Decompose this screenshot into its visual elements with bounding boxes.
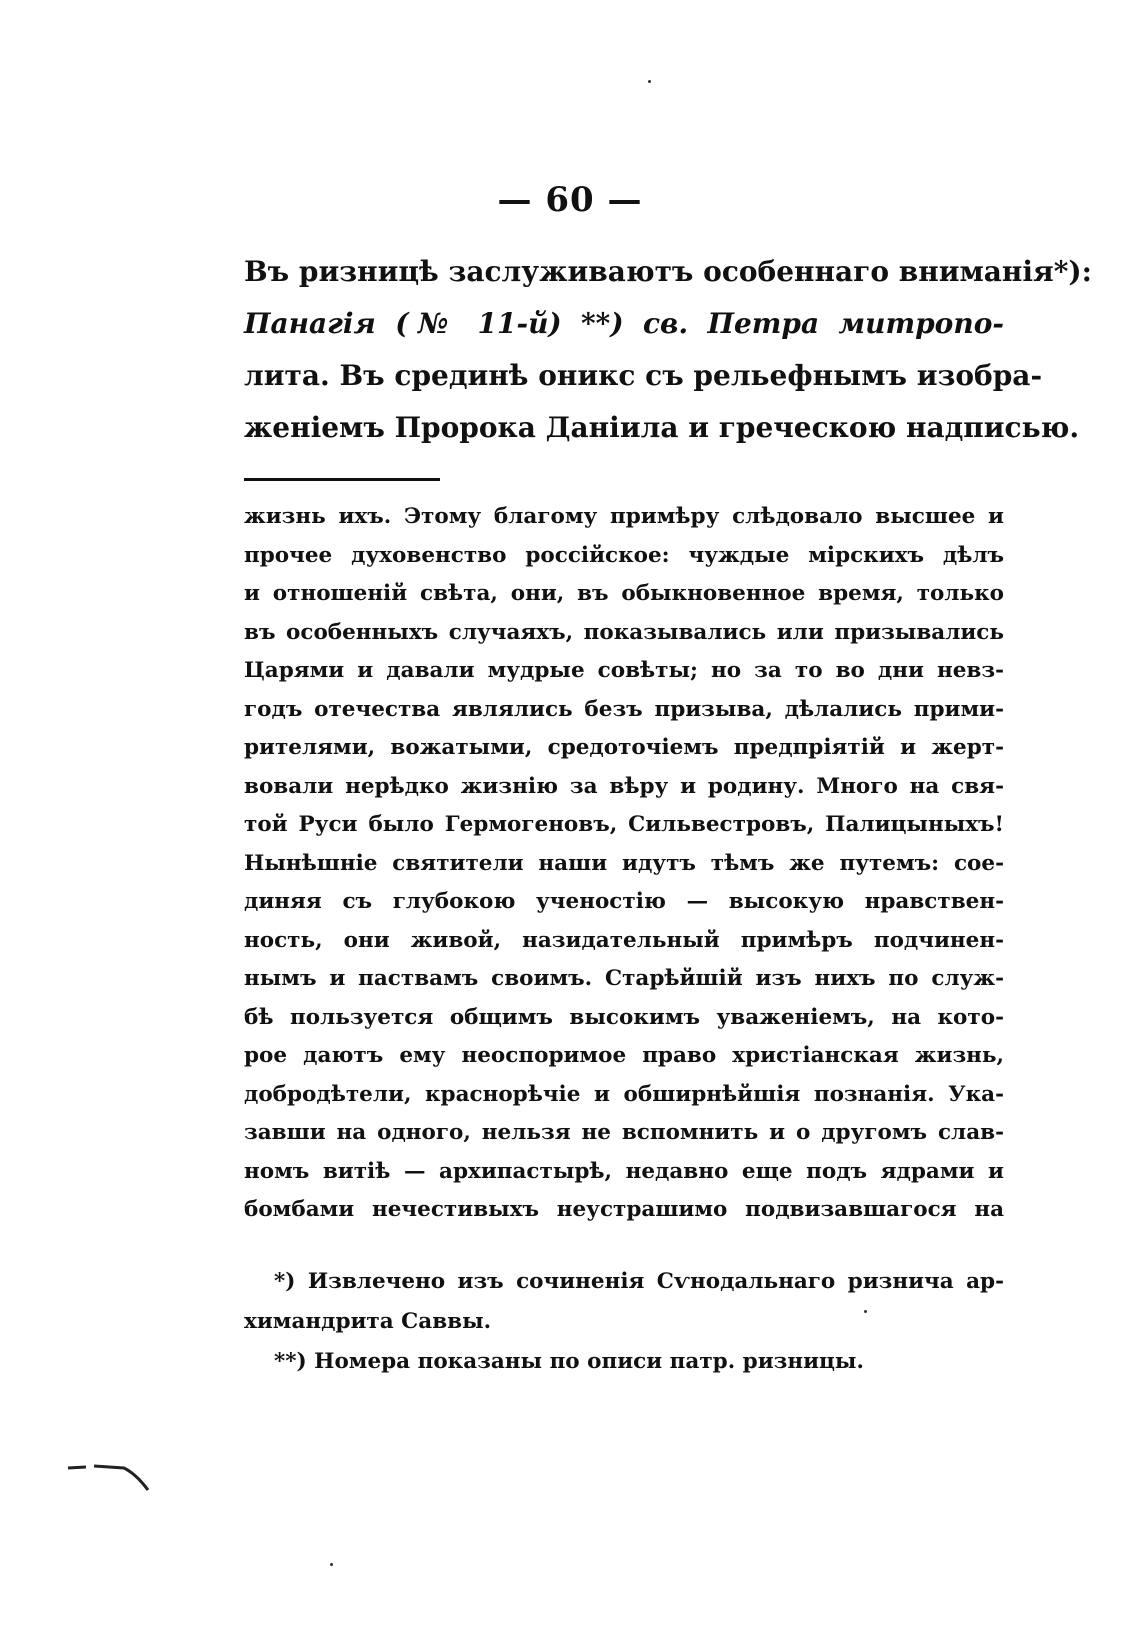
body-line: диняя съ глубокою ученостію — высокую нравствен- bbox=[244, 889, 1004, 914]
body-line: добродѣтели, краснорѣчіе и обширнѣйшія познанія. Ука- bbox=[244, 1081, 1004, 1107]
body-line: Царями и давали мудрые совѣты; но за то во дни невз- bbox=[244, 658, 1004, 683]
body-line: бомбами нечестивыхъ неустрашимо подвизавшагося на bbox=[244, 1197, 1004, 1222]
heading-line: лита. Въ срединѣ оникс съ рельефнымъ изобра- bbox=[244, 359, 1043, 392]
body-line: Нынѣшніе святители наши идутъ тѣмъ же путемъ: сое- bbox=[244, 850, 1004, 876]
print-speck bbox=[330, 1563, 333, 1566]
body-paragraph bbox=[244, 498, 1004, 1230]
body-line: годъ отечества являлись безъ призыва, дѣлались прими- bbox=[244, 696, 1004, 722]
footnote-1-line: *) Извлечено изъ сочиненія Сѵнодальнаго ризнича ар- bbox=[274, 1269, 1004, 1294]
heading-line: Панагія (№ 11-й) **) св. Петра митропо- bbox=[244, 307, 1004, 340]
print-speck bbox=[648, 80, 651, 83]
body-line: рителями, вожатыми, средоточіемъ предпріятій и жерт- bbox=[244, 735, 1004, 760]
scan-artifact-mark bbox=[66, 1460, 156, 1500]
body-line: и отношеній свѣта, они, въ обыкновенное время, только bbox=[244, 581, 1004, 606]
heading-line: Въ ризницѣ заслуживаютъ особеннаго вниманія*): bbox=[244, 255, 1092, 288]
footnote-2: **) Номера показаны по описи патр. ризницы. bbox=[274, 1349, 864, 1374]
body-line: прочее духовенство россійское: чуждые мірскихъ дѣлъ bbox=[244, 542, 1004, 568]
body-line: номъ витіѣ — архипастырѣ, недавно еще подъ ядрами и bbox=[244, 1158, 1004, 1184]
body-line: жизнь ихъ. Этому благому примѣру слѣдовало высшее и bbox=[244, 504, 1004, 529]
body-line: вовали нерѣдко жизнію за вѣру и родину. Много на свя- bbox=[244, 773, 1004, 799]
body-line: рое даютъ ему неоспоримое право христіанская жизнь, bbox=[244, 1043, 1004, 1068]
page-number: — 60 — bbox=[497, 180, 643, 220]
footnotes bbox=[244, 1262, 1004, 1382]
body-line: нымъ и паствамъ своимъ. Старѣйшій изъ нихъ по служ- bbox=[244, 966, 1004, 991]
print-speck bbox=[864, 1310, 867, 1313]
body-line: въ особенныхъ случаяхъ, показывались или призывались bbox=[244, 619, 1004, 645]
footnote-separator-rule bbox=[244, 478, 440, 481]
body-line: бѣ пользуется общимъ высокимъ уваженіемъ, на кото- bbox=[244, 1004, 1004, 1030]
body-line: завши на одного, нельзя не вспомнить и о другомъ слав- bbox=[244, 1120, 1004, 1145]
body-line: ность, они живой, назидательный примѣръ подчинен- bbox=[244, 927, 1004, 953]
footnote-1-line: химандрита Саввы. bbox=[244, 1309, 492, 1334]
body-line: той Руси было Гермогеновъ, Сильвестровъ, Палицыныхъ! bbox=[244, 812, 1004, 837]
heading-paragraph bbox=[244, 246, 1092, 454]
heading-line: женіемъ Пророка Даніила и греческою надписью. bbox=[244, 411, 1080, 444]
